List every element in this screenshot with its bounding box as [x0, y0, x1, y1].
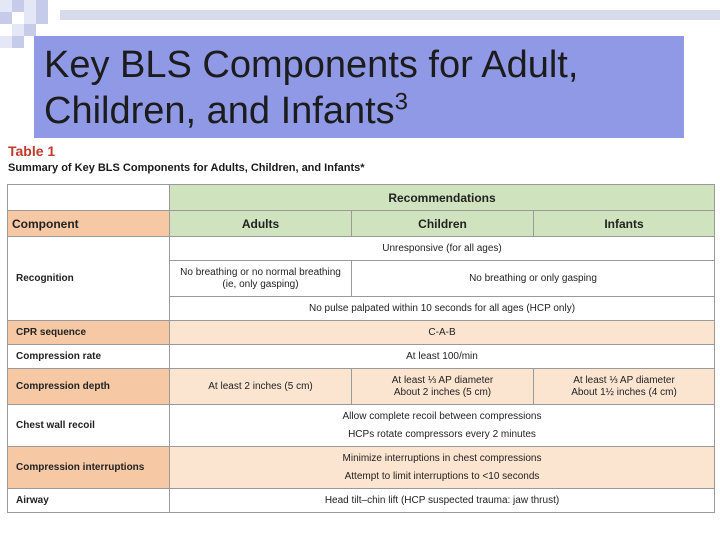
- chest-wall-recoil-label: Chest wall recoil: [8, 405, 170, 447]
- deco-square: [12, 0, 24, 12]
- table-row: [8, 237, 715, 261]
- airway-value: Head tilt–chin lift (HCP suspected trauma: jaw thrust): [170, 489, 715, 513]
- deco-square: [0, 12, 12, 24]
- deco-square: [12, 24, 24, 36]
- table-row: [8, 321, 715, 345]
- compression-depth-infants-line1: At least ⅓ AP diameter: [573, 374, 675, 386]
- recognition-children-infants: No breathing or only gasping: [352, 261, 715, 297]
- header-empty-cell: [8, 185, 170, 211]
- table-row: [8, 447, 715, 489]
- chest-wall-recoil-line2: HCPs rotate compressors every 2 minutes: [348, 428, 536, 440]
- cpr-sequence-label: CPR sequence: [8, 321, 170, 345]
- table-row: [8, 211, 715, 237]
- deco-square: [24, 24, 36, 36]
- table-row: [8, 345, 715, 369]
- recognition-label: Recognition: [8, 237, 170, 321]
- compression-depth-children-line2: About 2 inches (5 cm): [393, 386, 492, 398]
- recognition-all-ages: Unresponsive (for all ages): [170, 237, 715, 261]
- table-label: Table 1: [8, 143, 56, 159]
- compression-rate-value: At least 100/min: [170, 345, 715, 369]
- cpr-sequence-value: C-A-B: [170, 321, 715, 345]
- column-header-component: Component: [8, 211, 170, 237]
- table-row: [8, 185, 715, 211]
- column-header-infants: Infants: [534, 211, 715, 237]
- compression-depth-children: [352, 369, 534, 405]
- column-header-children: Children: [352, 211, 534, 237]
- compression-depth-infants: [534, 369, 715, 405]
- chest-wall-recoil-value: [170, 405, 715, 447]
- table-caption: Summary of Key BLS Components for Adults, Children, and Infants*: [8, 162, 365, 174]
- compression-interruptions-line2: Attempt to limit interruptions to <10 seconds: [344, 470, 540, 482]
- title-superscript: 3: [394, 88, 409, 116]
- bls-components-table: [7, 184, 715, 513]
- recommendations-header: Recommendations: [170, 185, 715, 211]
- title-line-1: Key BLS Components for Adult,: [44, 44, 579, 86]
- compression-depth-children-line1: At least ⅓ AP diameter: [391, 374, 494, 386]
- deco-square: [0, 0, 12, 12]
- deco-square: [0, 36, 12, 48]
- deco-square: [36, 0, 48, 12]
- compression-rate-label: Compression rate: [8, 345, 170, 369]
- table-row: [8, 369, 715, 405]
- compression-depth-adults: At least 2 inches (5 cm): [170, 369, 352, 405]
- compression-interruptions-label: Compression interruptions: [8, 447, 170, 489]
- recognition-pulse: No pulse palpated within 10 seconds for all ages (HCP only): [170, 297, 715, 321]
- deco-square: [12, 36, 24, 48]
- title-line-2: Children, and Infants: [44, 90, 395, 132]
- recognition-adults: No breathing or no normal breathing (ie, only gasping): [170, 261, 352, 297]
- deco-square: [24, 0, 36, 12]
- chest-wall-recoil-line1: Allow complete recoil between compressions: [342, 410, 542, 422]
- table-row: [8, 405, 715, 447]
- compression-interruptions-line1: Minimize interruptions in chest compressions: [342, 452, 542, 464]
- airway-label: Airway: [8, 489, 170, 513]
- deco-square: [24, 12, 36, 24]
- compression-interruptions-value: [170, 447, 715, 489]
- deco-square: [36, 12, 48, 24]
- column-header-adults: Adults: [170, 211, 352, 237]
- compression-depth-label: Compression depth: [8, 369, 170, 405]
- table-row: [8, 489, 715, 513]
- slide-title: [44, 42, 684, 134]
- top-accent-bar: [60, 10, 720, 20]
- compression-depth-infants-line2: About 1½ inches (4 cm): [571, 386, 677, 398]
